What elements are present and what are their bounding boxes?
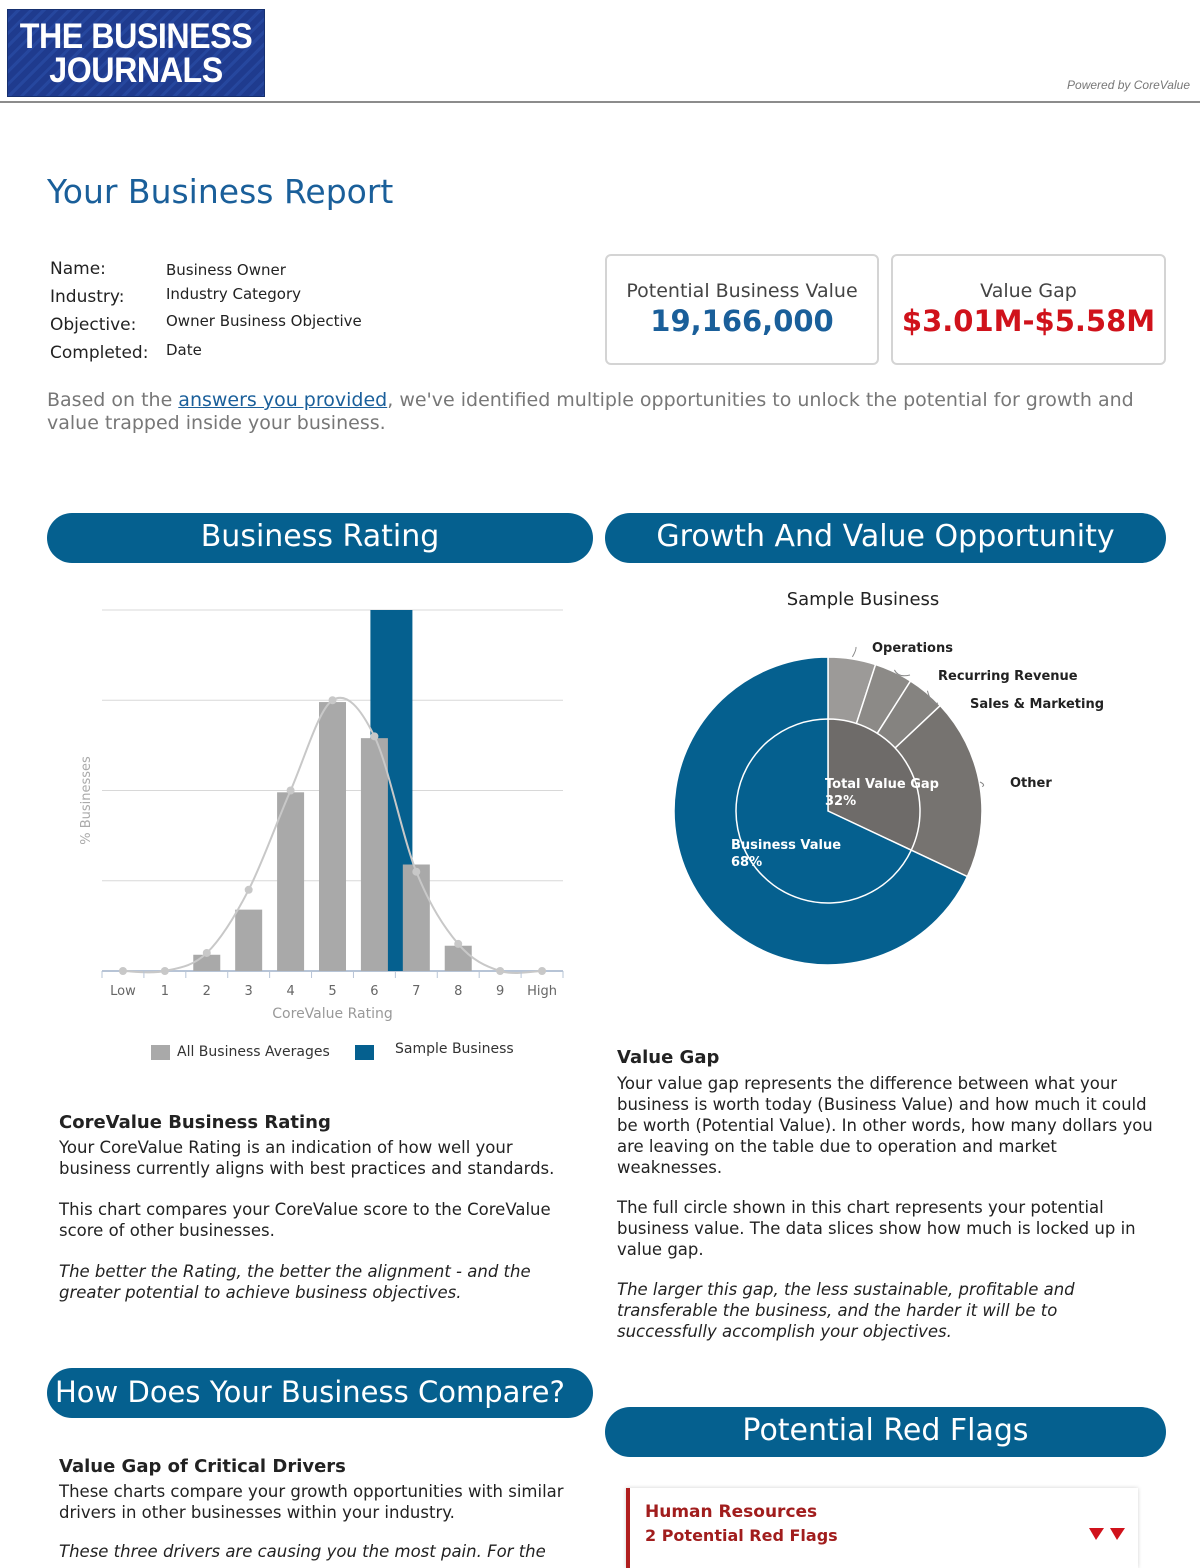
curve-point-High (538, 967, 546, 975)
bar-average-7[interactable] (403, 865, 430, 971)
x-tick-label: 3 (244, 984, 253, 999)
value-gap-label: Value Gap (980, 280, 1077, 302)
value-gap-pie-chart (620, 620, 1160, 990)
x-axis-title: CoreValue Rating (272, 1006, 393, 1022)
logo-line-1: THE BUSINESS (19, 17, 253, 56)
value-gap-paragraph-2: The full circle shown in this chart represents your potential business value. The data slices show how much is locked up in value gap. (617, 1198, 1136, 1259)
x-tick-label: 6 (370, 984, 379, 999)
pie-outer-label: Other (1010, 776, 1052, 791)
pie-outer-label: Recurring Revenue (938, 669, 1078, 684)
value-gap-paragraph-1: Your value gap represents the difference between what your business is worth today (Business Value) and how much it could be worth (Potential Value). In other words, how many dollars you are leaving on the table due to operation and market weaknesses. (617, 1074, 1153, 1177)
rating-heading: CoreValue Business Rating (59, 1112, 331, 1133)
bar-average-6[interactable] (361, 738, 388, 971)
curve-point-2 (203, 949, 211, 957)
pie-inner-percent: 68% (731, 855, 763, 870)
potential-value-box (605, 254, 879, 365)
y-axis-title: % Businesses (79, 756, 94, 845)
compare-heading: Value Gap of Critical Drivers (59, 1456, 346, 1477)
curve-point-5 (329, 696, 337, 704)
pie-outer-label: Sales & Marketing (970, 697, 1104, 712)
curve-point-3 (245, 886, 253, 894)
compare-paragraph-2: These three drivers are causing you the most pain. For the (59, 1542, 546, 1561)
info-label-completed: Completed: (50, 343, 149, 363)
potential-value-label: Potential Business Value (626, 280, 858, 302)
curve-point-7 (412, 868, 420, 876)
pie-inner-percent: 32% (825, 794, 857, 809)
legend-swatch-sample (355, 1045, 374, 1060)
x-tick-label: 4 (286, 984, 295, 999)
pie-inner-label: Business Value (731, 838, 842, 853)
bar-average-4[interactable] (277, 792, 304, 971)
curve-point-Low (119, 967, 127, 975)
compare-paragraph-1: These charts compare your growth opportunities with similar drivers in other businesses within your industry. (59, 1482, 564, 1522)
x-tick-label: High (527, 984, 557, 999)
business-journals-logo[interactable] (7, 9, 265, 97)
info-value-industry: Industry Category (166, 285, 301, 303)
red-flag-icon (1086, 1524, 1130, 1546)
info-value-objective: Owner Business Objective (166, 312, 362, 330)
info-value-name: Business Owner (166, 261, 286, 279)
red-flag-card-subtitle: 2 Potential Red Flags (645, 1526, 838, 1545)
compare-header: How Does Your Business Compare? (47, 1368, 593, 1418)
red-flag-card-title: Human Resources (645, 1502, 818, 1522)
intro-before: Based on the (47, 389, 179, 411)
human-resources-card[interactable] (626, 1488, 1138, 1568)
bar-average-2[interactable] (193, 955, 220, 971)
intro-after: , we've identified multiple opportunities to unlock the potential for growth and value trapped inside your business. (47, 389, 1134, 434)
x-tick-label: 2 (202, 984, 211, 999)
bar-average-3[interactable] (235, 910, 262, 971)
curve-point-6 (370, 732, 378, 740)
bar-average-5[interactable] (319, 702, 346, 971)
curve-point-8 (454, 940, 462, 948)
pie-inner-label: Total Value Gap (825, 777, 939, 792)
powered-by: Powered by CoreValue (1067, 78, 1190, 92)
value-gap-amount: $3.01M-$5.58M (901, 304, 1156, 338)
x-tick-label: 5 (328, 984, 337, 999)
answers-link[interactable]: answers you provided (178, 389, 388, 411)
page-title: Your Business Report (47, 172, 394, 211)
header-divider (0, 101, 1200, 103)
info-label-name: Name: (50, 259, 106, 279)
logo-line-2: JOURNALS (49, 51, 223, 90)
x-tick-label: 8 (454, 984, 463, 999)
value-gap-paragraph-3: The larger this gap, the less sustainable, profitable and transferable the business, and the harder it will be to successfully accomplish your objectives. (617, 1280, 1075, 1341)
curve-point-9 (496, 967, 504, 975)
legend-swatch-averages (151, 1045, 170, 1060)
info-label-industry: Industry: (50, 287, 125, 307)
business-rating-chart (60, 595, 590, 1035)
curve-point-1 (161, 967, 169, 975)
legend-label-sample: Sample Business (395, 1041, 514, 1057)
red-flags-header: Potential Red Flags (605, 1407, 1166, 1457)
curve-point-4 (287, 787, 295, 795)
rating-paragraph-1: Your CoreValue Rating is an indication of how well your business currently aligns with best practices and standards. (59, 1138, 555, 1178)
x-tick-label: 9 (495, 984, 505, 999)
growth-value-header: Growth And Value Opportunity (605, 513, 1166, 563)
rating-paragraph-3: The better the Rating, the better the alignment - and the greater potential to achieve business objectives. (59, 1262, 531, 1302)
pie-label-connector (852, 647, 856, 657)
info-label-objective: Objective: (50, 315, 137, 335)
x-tick-label: Low (110, 984, 136, 999)
intro-text (47, 389, 1157, 435)
pie-outer-label: Operations (872, 641, 953, 656)
x-tick-label: 7 (412, 984, 421, 999)
info-value-completed: Date (166, 341, 202, 359)
bar-average-8[interactable] (445, 946, 472, 971)
potential-value-amount: 19,166,000 (650, 304, 834, 338)
legend-label-averages: All Business Averages (177, 1044, 330, 1060)
pie-chart-title: Sample Business (786, 589, 940, 610)
rating-paragraph-2: This chart compares your CoreValue score to the CoreValue score of other businesses. (59, 1200, 551, 1240)
x-tick-label: 1 (160, 984, 170, 999)
value-gap-heading: Value Gap (617, 1047, 720, 1068)
business-rating-header: Business Rating (47, 513, 593, 563)
value-gap-box (891, 254, 1166, 365)
